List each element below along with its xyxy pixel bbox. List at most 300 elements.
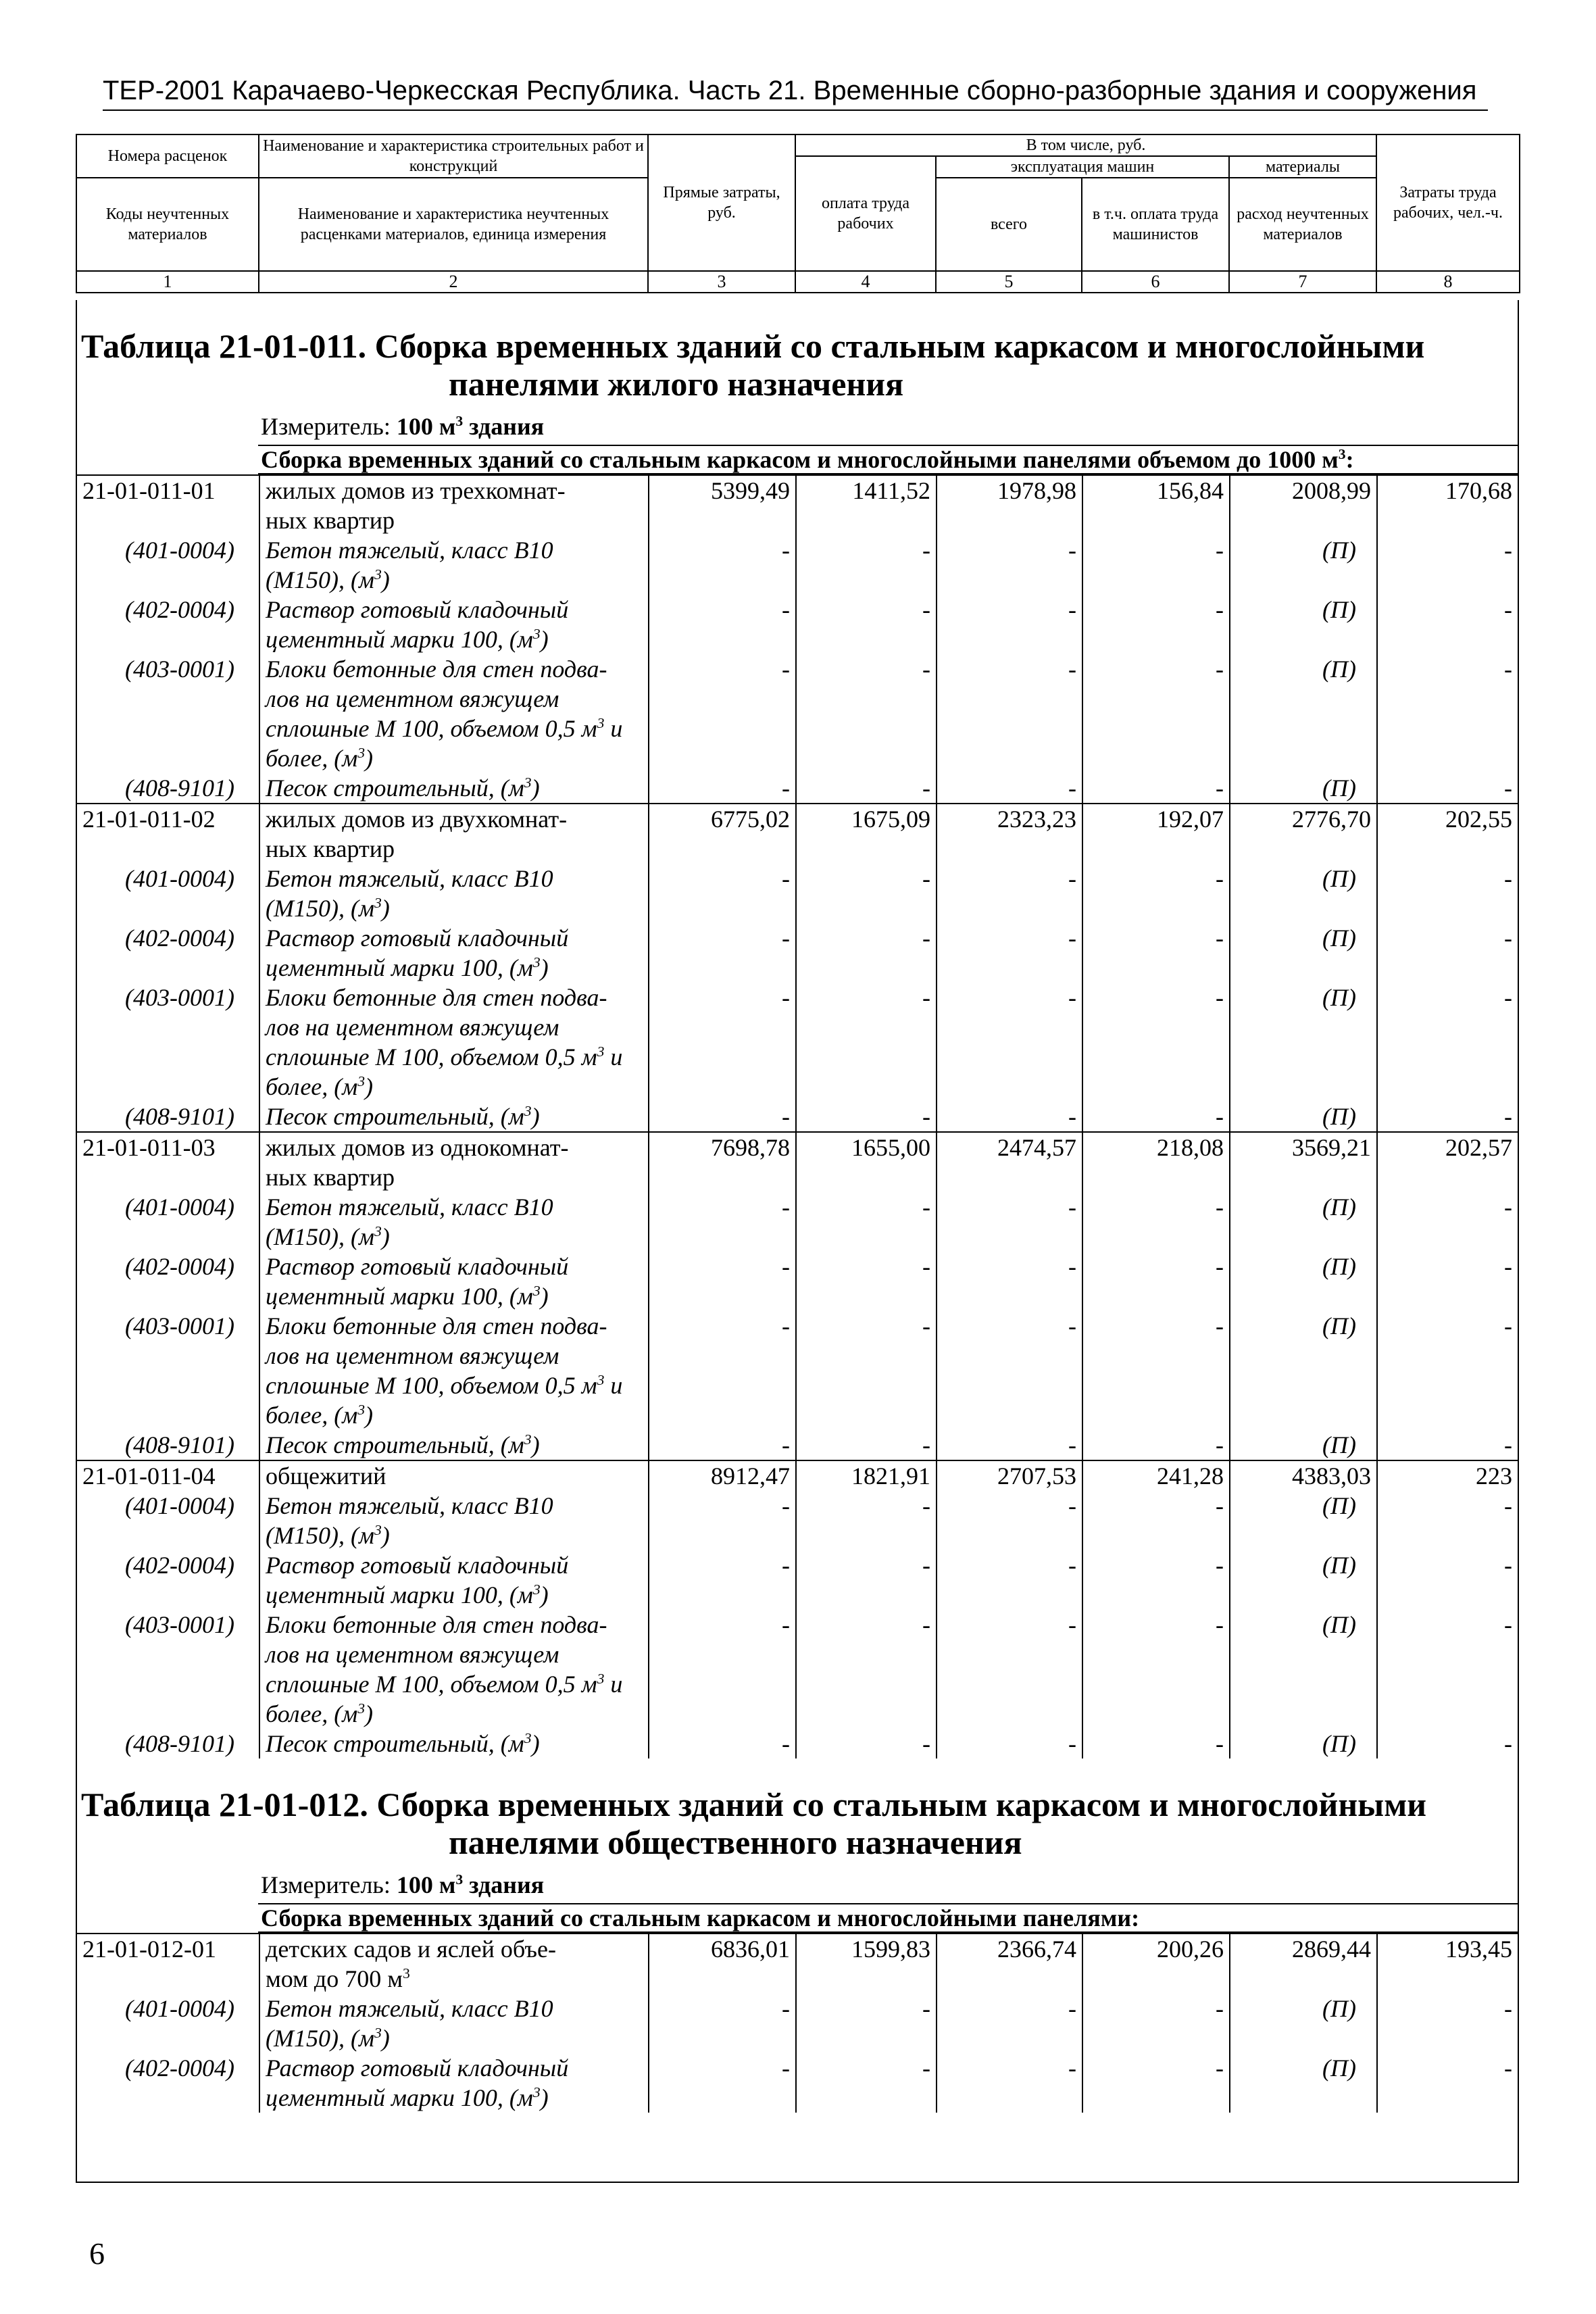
dash-value: - [1082,1491,1230,1521]
material-code: (403-0001) [125,656,234,683]
dash-value [1082,1580,1230,1610]
dash-value [1082,714,1230,743]
dash-value [1377,1341,1518,1371]
material-name: более, $(м^3)$ [259,1072,649,1102]
rate-value: 223 [1377,1460,1518,1491]
table-row [77,1281,1518,1311]
dash-value: - [1082,1430,1230,1460]
dash-value [1377,1580,1518,1610]
dash-value: - [937,923,1082,953]
col-number: 2 [259,271,648,293]
table-row [77,1192,1518,1222]
table-row [77,1669,1518,1699]
material-code: (403-0001) [125,984,234,1011]
material-code [77,1521,259,1550]
rate-value [1377,1964,1518,1994]
rate-value [1082,834,1230,864]
dash-value [1082,565,1230,595]
rate-code: 21-01-011-03 [77,1132,259,1162]
rate-value: 192,07 [1082,804,1230,834]
work-name: детских садов и яслей объе- [259,1934,649,1964]
dash-value: - [937,983,1082,1012]
material-code [77,743,259,773]
dash-value: - [1377,983,1518,1012]
dash-value: - [649,983,796,1012]
machines-header: эксплуатация машин [936,156,1229,178]
dash-value: - [1082,1252,1230,1281]
dash-value [937,1699,1082,1729]
table-title-line: Таблица 21-01-011. Сборка временных зданий со стальным каркасом и многослойными [81,327,1425,365]
dash-value [1082,1042,1230,1072]
rate-value [796,1964,937,1994]
material-mark [1230,565,1377,595]
rate-value [1377,1162,1518,1192]
rate-code: 21-01-011-04 [77,1460,259,1491]
table-row [77,684,1518,714]
material-name: лов на цементном вяжущем [259,684,649,714]
dash-value [796,1580,937,1610]
work-name: жилых домов из двухкомнат- [259,804,649,834]
rate-value [649,1162,796,1192]
table-row [77,1550,1518,1580]
work-name: мом до 700 $м^3$ [259,1964,649,1994]
material-mark: (П) [1230,1994,1377,2023]
work-name: ных квартир [259,834,649,864]
col2-header-bottom: Наименование и характеристика неучтенных расценками материалов, единица измерения [259,178,648,271]
rate-value [796,1162,937,1192]
material-mark [1230,1371,1377,1400]
materials-header: материалы [1229,156,1376,178]
section-heading: Сборка временных зданий со стальным каркасом и многослойными панелями объемом до 1000 $м^3$: [258,445,1518,474]
material-name: более, $(м^3)$ [259,1699,649,1729]
table-row [77,475,1518,506]
dash-value [1377,684,1518,714]
dash-value: - [937,1550,1082,1580]
table-row [77,1729,1518,1758]
dash-value [649,1072,796,1102]
table-row [77,953,1518,983]
dash-value: - [1082,923,1230,953]
table-row [77,1430,1518,1460]
dash-value: - [1082,983,1230,1012]
rate-value [1377,834,1518,864]
dash-value: - [796,1729,937,1758]
work-name: ных квартир [259,1162,649,1192]
dash-value [796,2083,937,2113]
material-name: Песок строительный, $(м^3)$ [259,1430,649,1460]
table-row [77,654,1518,684]
material-name: Блоки бетонные для стен подва- [259,1610,649,1640]
measure-value: 100 $м^3$ здания [396,1871,545,1898]
material-name: Блоки бетонные для стен подва- [259,1311,649,1341]
dash-value [937,1042,1082,1072]
material-name: Раствор готовый кладочный [259,923,649,953]
dash-value: - [1377,1729,1518,1758]
rate-value [1082,506,1230,535]
col-number: 8 [1376,271,1520,293]
dash-value [937,1371,1082,1400]
material-name: сплошные М 100, объемом 0,5 $м^3$ и [259,1669,649,1699]
dash-value [796,1072,937,1102]
dash-value: - [796,1491,937,1521]
table-row [77,506,1518,535]
table-title [81,1786,1518,1861]
dash-value [649,2023,796,2053]
rate-value [937,1162,1082,1192]
dash-value: - [1377,1192,1518,1222]
col1-header-top: Номера расценок [76,134,259,178]
material-code: (402-0004) [125,596,234,623]
material-mark [1230,2023,1377,2053]
table-row [77,1012,1518,1042]
material-name: (М150), $(м^3)$ [259,565,649,595]
material-code: (408-9101) [125,1103,234,1130]
rate-value: 170,68 [1377,475,1518,506]
material-mark: (П) [1230,1610,1377,1640]
rate-value [1082,1964,1230,1994]
rate-code [77,506,259,535]
dash-value: - [937,1994,1082,2023]
dash-value [1377,1281,1518,1311]
dash-value [937,1400,1082,1430]
dash-value [1082,893,1230,923]
dash-value [796,624,937,654]
dash-value [937,1669,1082,1699]
col5-header: всего [936,178,1082,271]
table-row [77,1491,1518,1521]
dash-value [796,953,937,983]
dash-value: - [649,864,796,893]
dash-value [796,1222,937,1252]
dash-value: - [1377,1102,1518,1132]
dash-value: - [937,1610,1082,1640]
dash-value [937,2023,1082,2053]
material-code [77,2023,259,2053]
dash-value [1377,953,1518,983]
rate-value: 2707,53 [937,1460,1082,1491]
work-name: общежитий [259,1460,649,1491]
rate-value: 2869,44 [1230,1934,1377,1964]
rate-value [649,506,796,535]
rate-value [649,1964,796,1994]
col1-header-bottom: Коды неучтенных материалов [76,178,259,271]
dash-value: - [649,923,796,953]
dash-value [796,1371,937,1400]
material-name: более, $(м^3)$ [259,1400,649,1430]
measure-unit [261,412,1518,441]
table-row [77,565,1518,595]
dash-value [649,565,796,595]
col-number: 5 [936,271,1082,293]
dash-value [649,1640,796,1669]
dash-value [937,684,1082,714]
table-row [77,1132,1518,1162]
rate-value: 156,84 [1082,475,1230,506]
material-mark [1230,1072,1377,1102]
dash-value: - [796,1252,937,1281]
material-name: Раствор готовый кладочный [259,2053,649,2083]
material-code: (401-0004) [125,1193,234,1221]
rate-value [796,506,937,535]
dash-value [1082,1669,1230,1699]
material-mark [1230,1521,1377,1550]
material-mark: (П) [1230,1311,1377,1341]
dash-value: - [649,1252,796,1281]
dash-value: - [1082,2053,1230,2083]
dash-value [796,1521,937,1550]
rate-value: 2366,74 [937,1934,1082,1964]
material-name: Бетон тяжелый, класс В10 [259,1192,649,1222]
material-mark: (П) [1230,595,1377,624]
measure-value: 100 $м^3$ здания [396,413,545,440]
material-name: цементный марки 100, $(м^3)$ [259,2083,649,2113]
rate-value [1230,1964,1377,1994]
rate-value: 200,26 [1082,1934,1230,1964]
dash-value [796,684,937,714]
material-code [77,1580,259,1610]
material-mark: (П) [1230,983,1377,1012]
dash-value: - [937,1311,1082,1341]
dash-value [649,684,796,714]
dash-value [937,743,1082,773]
material-mark [1230,953,1377,983]
dash-value: - [649,2053,796,2083]
rate-value: 1655,00 [796,1132,937,1162]
material-name: Блоки бетонные для стен подва- [259,983,649,1012]
dash-value: - [796,864,937,893]
dash-value [796,714,937,743]
dash-value: - [1377,2053,1518,2083]
table-row [77,1252,1518,1281]
material-mark [1230,1012,1377,1042]
dash-value [649,893,796,923]
dash-value: - [937,1192,1082,1222]
table-row [77,1460,1518,1491]
material-name: (М150), $(м^3)$ [259,1521,649,1550]
col-number: 1 [76,271,259,293]
material-code [77,1222,259,1252]
dash-value: - [649,1610,796,1640]
col-number: 3 [648,271,795,293]
material-mark [1230,1341,1377,1371]
work-name: жилых домов из трехкомнат- [259,475,649,506]
dash-value [1082,2083,1230,2113]
dash-value [1377,1042,1518,1072]
material-code: (408-9101) [125,1730,234,1757]
table-row [77,2053,1518,2083]
dash-value [1377,1669,1518,1699]
material-code [77,565,259,595]
table-row [77,624,1518,654]
dash-value: - [1082,1192,1230,1222]
rate-value: 1599,83 [796,1934,937,1964]
material-mark [1230,743,1377,773]
dash-value [649,714,796,743]
dash-value [796,565,937,595]
table-row [77,1400,1518,1430]
dash-value [649,1281,796,1311]
dash-value: - [649,1311,796,1341]
dash-value: - [1377,1252,1518,1281]
dash-value [1082,1281,1230,1311]
dash-value [796,1341,937,1371]
dash-value [937,1281,1082,1311]
dash-value [937,565,1082,595]
material-mark: (П) [1230,654,1377,684]
dash-value: - [796,1311,937,1341]
dash-value: - [937,1491,1082,1521]
dash-value: - [649,595,796,624]
dash-value [1082,1012,1230,1042]
dash-value [1082,1521,1230,1550]
dash-value [937,1341,1082,1371]
dash-value [796,1012,937,1042]
material-mark: (П) [1230,1491,1377,1521]
table-row [77,1994,1518,2023]
table-row [77,1222,1518,1252]
dash-value: - [1082,1729,1230,1758]
table-row [77,1072,1518,1102]
page-header: ТЕР-2001 Карачаево-Черкесская Республика. Часть 21. Временные сборно-разборные здания и сооружения [103,73,1488,111]
measure-label: Измеритель: [261,1871,397,1898]
dash-value [1082,1222,1230,1252]
material-name: сплошные М 100, объемом 0,5 $м^3$ и [259,1042,649,1072]
material-code [77,953,259,983]
rate-code [77,1964,259,1994]
rate-value [937,834,1082,864]
rate-code: 21-01-012-01 [77,1934,259,1964]
dash-value: - [1377,1610,1518,1640]
dash-value: - [1377,923,1518,953]
material-code: (408-9101) [125,1431,234,1458]
material-code [77,1042,259,1072]
table-row [77,893,1518,923]
rate-value [1377,506,1518,535]
section-heading: Сборка временных зданий со стальным каркасом и многослойными панелями: [258,1903,1518,1933]
material-mark [1230,1580,1377,1610]
col7-header: расход неучтенных материалов [1229,178,1376,271]
dash-value: - [1377,1311,1518,1341]
table-row [77,1311,1518,1341]
rate-code [77,834,259,864]
material-code [77,893,259,923]
dash-value: - [649,535,796,565]
dash-value: - [1377,535,1518,565]
material-name: цементный марки 100, $(м^3)$ [259,953,649,983]
table-row [77,1102,1518,1132]
table-row [77,1610,1518,1640]
rate-value: 241,28 [1082,1460,1230,1491]
material-code [77,1371,259,1400]
dash-value: - [1377,1430,1518,1460]
dash-value: - [1082,773,1230,804]
material-name: более, $(м^3)$ [259,743,649,773]
dash-value [649,1042,796,1072]
dash-value [1082,743,1230,773]
table-row [77,1042,1518,1072]
dash-value [649,1580,796,1610]
table-row [77,1341,1518,1371]
dash-value [1377,893,1518,923]
dash-value: - [937,1430,1082,1460]
page-number: 6 [89,2236,105,2271]
material-mark: (П) [1230,2053,1377,2083]
dash-value [937,953,1082,983]
material-mark: (П) [1230,535,1377,565]
dash-value [796,1699,937,1729]
rate-value: 5399,49 [649,475,796,506]
dash-value: - [1377,864,1518,893]
dash-value: - [937,1729,1082,1758]
table-row [77,595,1518,624]
dash-value: - [937,864,1082,893]
dash-value [649,1521,796,1550]
dash-value: - [796,1192,937,1222]
dash-value [649,1012,796,1042]
dash-value [649,1222,796,1252]
work-name: жилых домов из однокомнат- [259,1132,649,1162]
dash-value [649,1341,796,1371]
dash-value [796,2023,937,2053]
material-name: Бетон тяжелый, класс В10 [259,535,649,565]
dash-value [796,1400,937,1430]
dash-value: - [1377,595,1518,624]
table-row [77,773,1518,804]
dash-value [796,1669,937,1699]
material-mark [1230,1281,1377,1311]
dash-value: - [796,595,937,624]
material-mark: (П) [1230,1550,1377,1580]
material-mark: (П) [1230,864,1377,893]
material-code: (403-0001) [125,1312,234,1339]
material-code: (403-0001) [125,1611,234,1638]
dash-value [1082,1640,1230,1669]
material-mark [1230,684,1377,714]
rate-value: 2323,23 [937,804,1082,834]
rate-value [1230,834,1377,864]
material-code [77,1669,259,1699]
material-code [77,1281,259,1311]
material-mark: (П) [1230,1729,1377,1758]
dash-value [1082,953,1230,983]
rates-table [77,1933,1518,2113]
material-mark: (П) [1230,773,1377,804]
dash-value: - [937,1252,1082,1281]
table-row [77,1371,1518,1400]
rate-value: 8912,47 [649,1460,796,1491]
measure-unit [261,1871,1518,1899]
dash-value [1082,1371,1230,1400]
material-mark [1230,624,1377,654]
rates-table [77,474,1518,1758]
dash-value [649,2083,796,2113]
material-mark [1230,1669,1377,1699]
material-mark [1230,714,1377,743]
material-mark: (П) [1230,1430,1377,1460]
material-name: лов на цементном вяжущем [259,1640,649,1669]
dash-value: - [1082,535,1230,565]
material-code [77,2083,259,2113]
material-name: Раствор готовый кладочный [259,595,649,624]
dash-value [1082,1699,1230,1729]
dash-value: - [649,1550,796,1580]
table-row [77,1640,1518,1669]
material-mark [1230,1400,1377,1430]
material-code: (401-0004) [125,537,234,564]
rate-value: 2474,57 [937,1132,1082,1162]
rate-value: 1411,52 [796,475,937,506]
table-row [77,535,1518,565]
